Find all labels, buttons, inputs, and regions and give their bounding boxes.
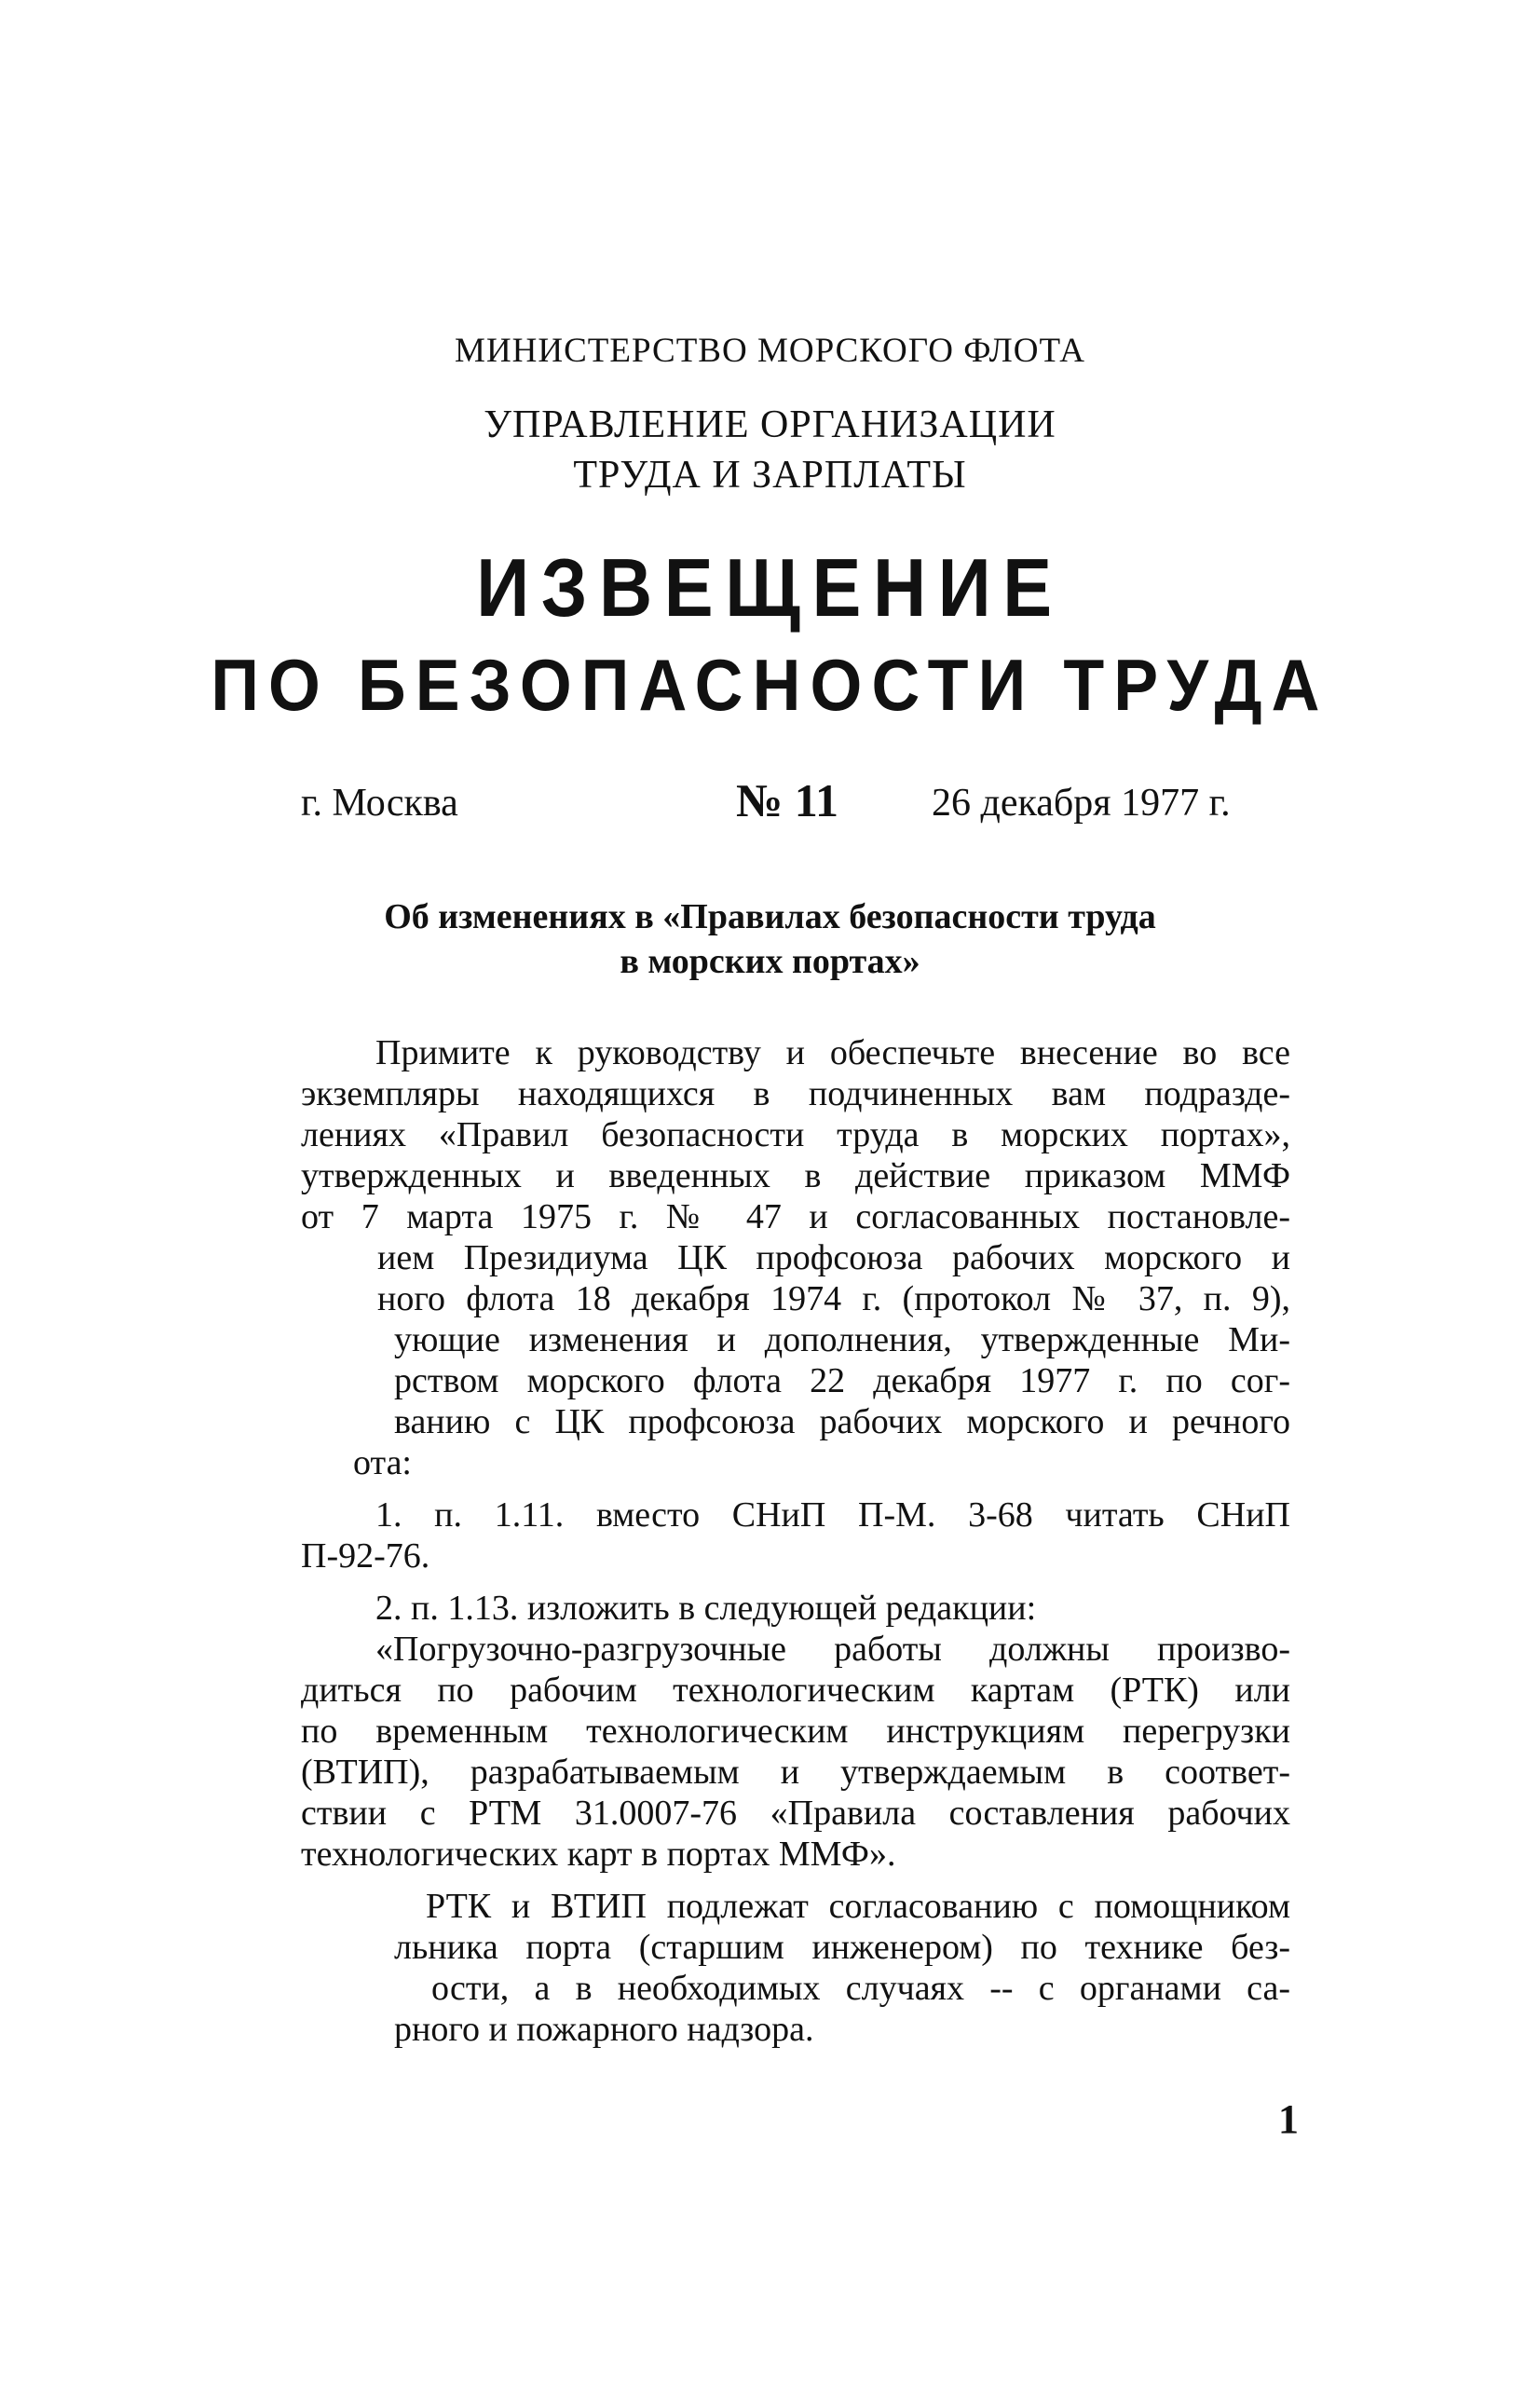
body-line: технологических карт в портах ММФ». (301, 1835, 896, 1874)
body-line: РТК и ВТИП подлежат согласованию с помощником (426, 1887, 1290, 1926)
body-line: ием Президиума ЦК профсоюза рабочих морского и (377, 1238, 1290, 1277)
department-heading-line2: ТРУДА И ЗАРПЛАТЫ (573, 454, 967, 497)
city: г. Москва (301, 782, 458, 825)
notice-date: 26 декабря 1977 г. (932, 782, 1231, 825)
document-body (301, 1032, 1290, 2050)
body-line: диться по рабочим технологическим картам (РТК) или (301, 1671, 1290, 1710)
body-line: утвержденных и введенных в действие приказом ММФ (301, 1156, 1290, 1195)
body-line: «Погрузочно-разгрузочные работы должны произво- (375, 1630, 1290, 1669)
body-line: по временным технологическим инструкциям перегрузки (301, 1712, 1290, 1751)
body-line: 2. п. 1.13. изложить в следующей редакции: (375, 1589, 1037, 1628)
body-line: ующие изменения и дополнения, утвержденные Ми- (394, 1320, 1290, 1359)
department-heading-line1: УПРАВЛЕНИЕ ОРГАНИЗАЦИИ (484, 403, 1056, 446)
body-line: ного флота 18 декабря 1974 г. (протокол № 37, п. 9), (377, 1279, 1290, 1318)
subject-line: в морских портах» (620, 942, 920, 981)
body-line: ости, а в необходимых случаях -- с органами са- (431, 1969, 1290, 2008)
document-subtitle: ПО БЕЗОПАСНОСТИ ТРУДА (211, 644, 1329, 726)
body-line: ота: (353, 1443, 412, 1482)
body-line: П-92-76. (301, 1536, 430, 1576)
document-title: ИЗВЕЩЕНИЕ (476, 541, 1064, 634)
body-line: экземпляры находящихся в подчиненных вам подразде- (301, 1074, 1290, 1113)
subject-heading (0, 894, 1540, 984)
body-line: от 7 марта 1975 г. № 47 и согласованных постановле- (301, 1197, 1290, 1236)
body-line: лениях «Правил безопасности труда в морских портах», (301, 1115, 1290, 1154)
page-number: 1 (1278, 2096, 1299, 2142)
body-line: рством морского флота 22 декабря 1977 г. по сог- (394, 1361, 1290, 1400)
body-line: льника порта (старшим инженером) по технике без- (394, 1928, 1290, 1967)
body-line: ствии с РТМ 31.0007-76 «Правила составления рабочих (301, 1794, 1290, 1833)
subject-line: Об изменениях в «Правилах безопасности труда (384, 897, 1156, 936)
body-line: 1. п. 1.11. вместо СНиП П-М. 3-68 читать СНиП (375, 1495, 1290, 1535)
body-line: ванию с ЦК профсоюза рабочих морского и речного (394, 1402, 1290, 1441)
ministry-heading: МИНИСТЕРСТВО МОРСКОГО ФЛОТА (455, 332, 1085, 370)
body-line: Примите к руководству и обеспечьте внесение во все (375, 1033, 1290, 1072)
notice-number: № 11 (736, 774, 838, 826)
body-line: (ВТИП), разрабатываемым и утверждаемым в соответ- (301, 1753, 1290, 1792)
body-line: рного и пожарного надзора. (394, 2010, 814, 2049)
